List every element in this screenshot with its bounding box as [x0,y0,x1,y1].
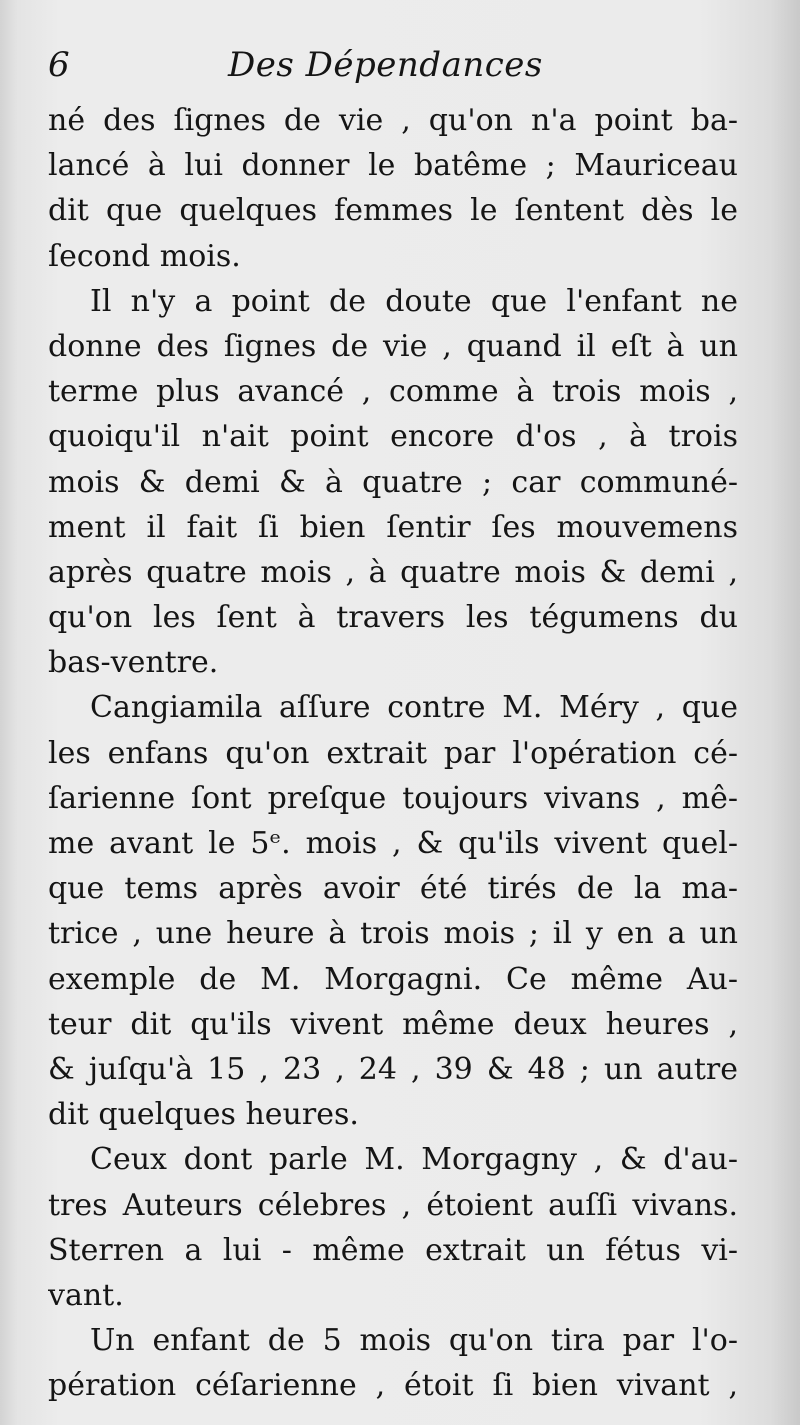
text-line: donne des ſignes de vie , quand il eſt à un [48,328,738,364]
text-line: exemple de M. Morgagni. Ce même Au- [48,961,738,997]
text-line: mois & demi & à quatre ; car communé- [48,464,738,500]
text-line: trice , une heure à trois mois ; il y en a un [48,916,738,952]
text-line: quoiqu'il n'ait point encore d'os , à trois [48,419,738,455]
text-line: pération céſarienne , étoit ſi bien vivant , [48,1368,738,1404]
text-line: Sterren a lui - même extrait un fétus vi- [48,1232,738,1268]
text-line: dit que quelques femmes le ſentent dès le [48,193,738,229]
text-line: ment il fait ſi bien ſentir ſes mouvemens [48,509,738,545]
text-line: lancé à lui donner le batême ; Mauriceau [48,148,738,184]
paragraph-start-line: Il n'y a point de doute que l'enfant ne [90,283,738,319]
paragraph-start-line: Cangiamila aſſure contre M. Méry , que [90,690,738,726]
text-line: qu'on les ſent à travers les tégumens du [48,600,738,636]
text-line: dit quelques heures. [48,1097,359,1133]
paragraph-start-line: Ceux dont parle M. Morgagny , & d'au- [90,1142,738,1178]
text-line: bas-ventre. [48,645,219,681]
text-line: me avant le 5ᵉ. mois , & qu'ils vivent quel- [48,826,738,861]
body-text [48,98,738,1408]
text-line: tres Auteurs célebres , étoient auſſi vivans. [48,1187,738,1223]
text-line: les enfans qu'on extrait par l'opération cé- [48,735,738,771]
text-line: ſarienne ſont preſque toujours vivans , mê- [48,780,738,816]
text-line: vant. [48,1277,124,1313]
page-number: 6 [48,45,70,85]
page-header [48,40,738,90]
running-title: Des Dépendances [228,45,543,85]
text-line: né des ſignes de vie , qu'on n'a point ba- [48,103,738,138]
text-line: & juſqu'à 15 , 23 , 24 , 39 & 48 ; un autre [48,1051,738,1087]
text-line: ſecond mois. [48,238,241,274]
text-line: teur dit qu'ils vivent même deux heures , [48,1006,738,1042]
text-line: terme plus avancé , comme à trois mois , [48,374,738,410]
paragraph-start-line: Un enfant de 5 mois qu'on tira par l'o- [90,1323,738,1359]
text-line: que tems après avoir été tirés de la ma- [48,871,738,907]
text-line: après quatre mois , à quatre mois & demi , [48,554,738,590]
